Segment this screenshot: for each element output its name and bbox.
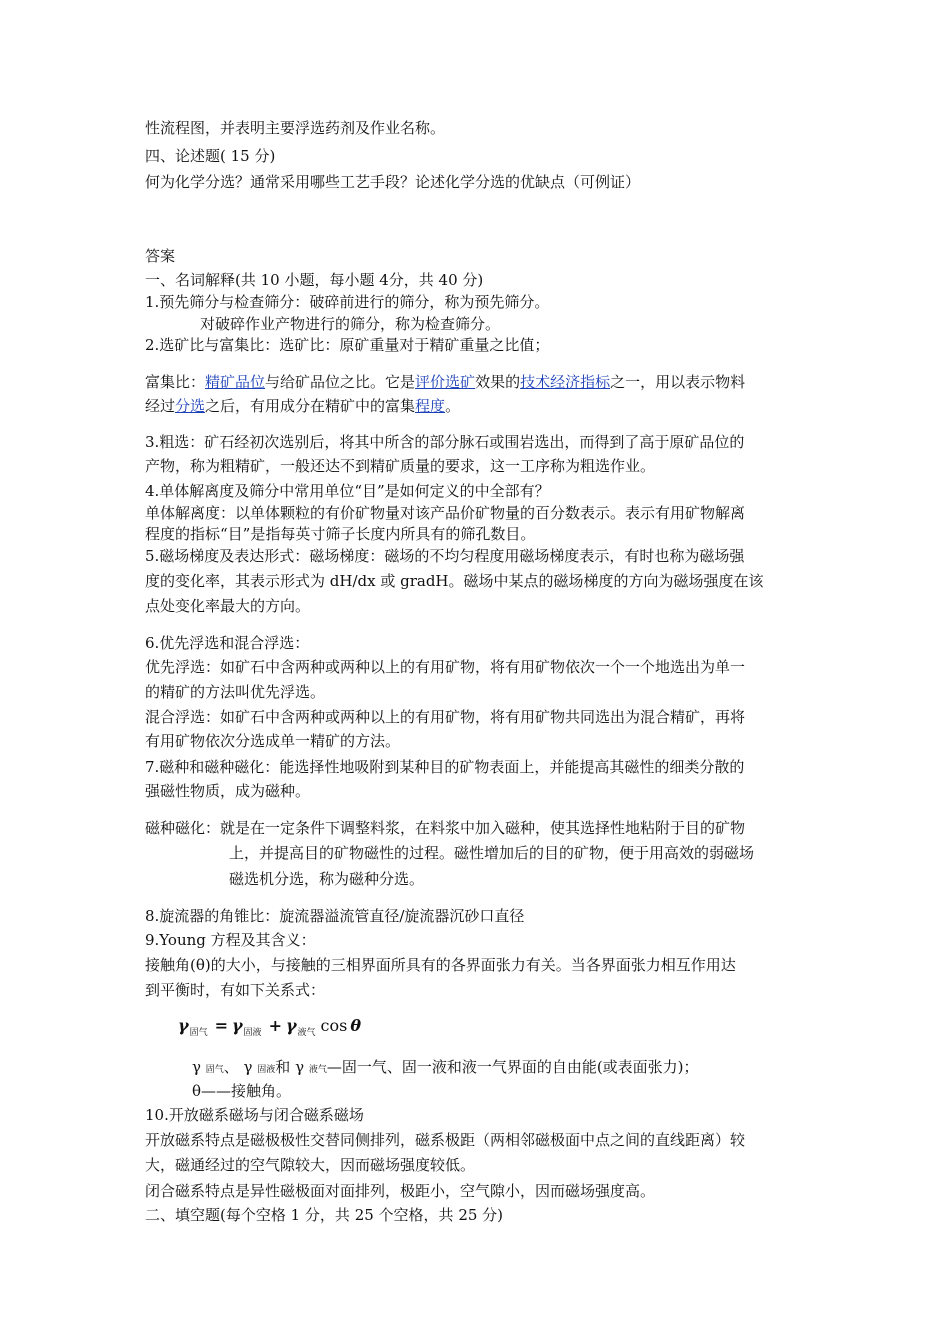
text-line: 1.预先筛分与检查筛分：破碎前进行的筛分，称为预先筛分。 (145, 293, 550, 311)
text-span: 经过 (145, 397, 176, 415)
text-subscript: 固气 (205, 1065, 224, 1075)
text-line: 磁选机分选，称为磁种分选。 (229, 870, 425, 888)
formula-cos: cos (320, 1016, 348, 1035)
text-subscript: 液气 (308, 1065, 327, 1075)
text-line (192, 1057, 862, 1080)
text-line: 4.单体解离度及筛分中常用单位“目”是如何定义的中全部有？ (145, 482, 550, 500)
text-line: θ——接触角。 (192, 1082, 292, 1100)
text-span: 和 γ (275, 1058, 305, 1076)
text-line: 开放磁系特点是磁极极性交替同侧排列，磁系极距（两相邻磁极面中点之间的直线距离）较 (145, 1131, 746, 1149)
text-span: 与给矿品位之比。它是 (265, 373, 416, 391)
section-heading: 四、论述题( 15 分) (145, 147, 276, 165)
text-line: 强磁性物质，成为磁种。 (145, 782, 311, 800)
link-evaluate-beneficiation[interactable]: 评价选矿 (415, 373, 476, 391)
text-line: 9.Young 方程及其含义： (145, 931, 316, 949)
section-heading: 一、名词解释(共 10 小题，每小题 4分，共 40 分) (145, 271, 484, 289)
text-line: 优先浮选：如矿石中含两种或两种以上的有用矿物，将有用矿物依次一个一个地选出为单一 (145, 658, 746, 676)
text-span: 。 (445, 397, 461, 415)
young-equation (178, 1015, 361, 1040)
text-line: 6.优先浮选和混合浮选： (145, 634, 310, 652)
text-line: 有用矿物依次分选成单一精矿的方法。 (145, 732, 401, 750)
text-line: 产物，称为粗精矿，一般还达不到精矿质量的要求，这一工序称为粗选作业。 (145, 457, 656, 475)
text-span: 富集比： (145, 373, 206, 391)
link-technical-economic-index[interactable]: 技术经济指标 (520, 373, 611, 391)
section-heading: 二、填空题(每个空格 1 分，共 25 个空格，共 25 分) (145, 1206, 504, 1224)
text-span: 之后，有用成分在精矿中的富集 (205, 397, 416, 415)
text-span: γ (192, 1058, 201, 1076)
formula-subscript: 液气 (297, 1028, 316, 1038)
link-concentrate-grade[interactable]: 精矿品位 (205, 373, 266, 391)
text-line: 7.磁种和磁种磁化：能选择性地吸附到某种目的矿物表面上，并能提高其磁性的细类分散的 (145, 758, 745, 776)
text-line: 的精矿的方法叫优先浮选。 (145, 683, 326, 701)
text-line: 接触角(θ)的大小，与接触的三相界面所具有的各界面张力有关。当各界面张力相互作用达 (145, 956, 736, 974)
text-line: 上，并提高目的矿物磁性的过程。磁性增加后的目的矿物，便于用高效的弱磁场 (229, 844, 755, 862)
text-line: 10.开放磁系磁场与闭合磁系磁场 (145, 1106, 364, 1124)
text-subscript: 固液 (257, 1065, 276, 1075)
formula-operator: + (268, 1016, 282, 1035)
text-line: 5.磁场梯度及表达形式：磁场梯度：磁场的不均匀程度用磁场梯度表示，有时也称为磁场强 (145, 547, 745, 565)
text-line: 度的变化率，其表示形式为 dH/dx 或 gradH。磁场中某点的磁场梯度的方向为磁场强度在该 (145, 572, 764, 590)
text-line: 程度的指标“目”是指每英寸筛子长度内所具有的筛孔数目。 (145, 525, 536, 543)
formula-gamma: γ (178, 1016, 189, 1035)
text-span: 效果的 (475, 373, 521, 391)
text-line: 单体解离度：以单体颗粒的有价矿物量对该产品价矿物量的百分数表示。表示有用矿物解离 (145, 504, 746, 522)
text-line: 大，磁通经过的空气隙较大，因而磁场强度较低。 (145, 1156, 476, 1174)
text-line: 到平衡时，有如下关系式： (145, 981, 326, 999)
text-span: —固一气、固一液和液一气界面的自由能(或表面张力)； (326, 1058, 699, 1076)
formula-subscript: 固气 (189, 1028, 208, 1038)
answer-heading: 答案 (145, 247, 176, 265)
formula-operator: = (214, 1016, 228, 1035)
text-line: 混合浮选：如矿石中含两种或两种以上的有用矿物，将有用矿物共同选出为混合精矿，再将 (145, 708, 746, 726)
formula-theta: θ (350, 1016, 362, 1035)
text-line: 闭合磁系特点是异性磁极面对面排列，极距小，空气隙小，因而磁场强度高。 (145, 1182, 656, 1200)
text-line: 8.旋流器的角锥比：旋流器溢流管直径/旋流器沉砂口直径 (145, 907, 525, 925)
link-degree[interactable]: 程度 (415, 397, 446, 415)
text-span: 之一，用以表示物料 (610, 373, 746, 391)
formula-gamma: γ (231, 1016, 243, 1035)
text-line: 2.选矿比与富集比：选矿比：原矿重量对于精矿重量之比值； (145, 336, 550, 354)
text-line: 性流程图，并表明主要浮选药剂及作业名称。 (145, 119, 446, 137)
text-line: 对破碎作业产物进行的筛分，称为检查筛分。 (200, 315, 501, 333)
text-line: 3.粗选：矿石经初次选别后，将其中所含的部分脉石或围岩选出，而得到了高于原矿品位的 (145, 433, 745, 451)
link-separation[interactable]: 分选 (175, 397, 206, 415)
text-line (145, 372, 815, 392)
text-line: 磁种磁化：就是在一定条件下调整料浆，在料浆中加入磁种，使其选择性地粘附于目的矿物 (145, 819, 746, 837)
text-line: 点处变化率最大的方向。 (145, 597, 311, 615)
formula-subscript: 固液 (243, 1028, 262, 1038)
text-line: 何为化学分选？通常采用哪些工艺手段？论述化学分选的优缺点（可例证） (145, 173, 641, 191)
text-span: 、 γ (223, 1058, 253, 1076)
text-line (145, 396, 815, 416)
formula-gamma: γ (285, 1016, 297, 1035)
